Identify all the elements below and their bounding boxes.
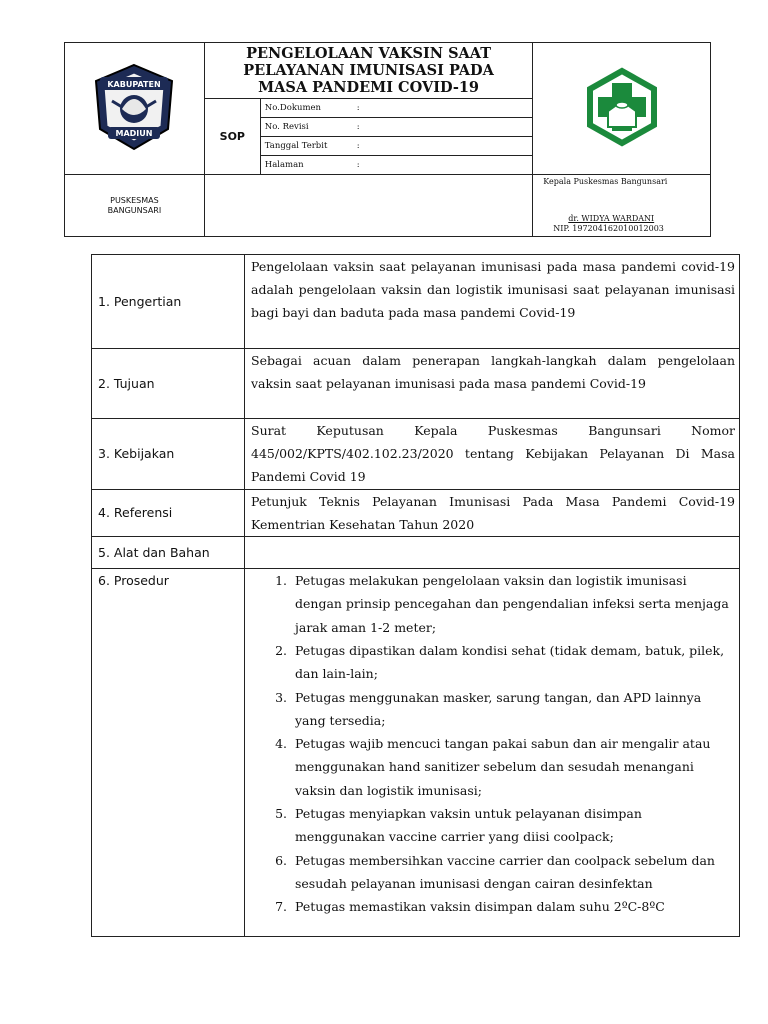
title-line-1: PENGELOLAAN VAKSIN SAAT [246,45,492,62]
blank-cell [204,175,532,237]
section-text: Sebagai acuan dalam penerapan langkah-langkah dalam pengelolaan vaksin saat pelayanan imunisasi pada masa pandemi Covid-19 [245,349,740,419]
meta-sep: : [353,118,532,137]
section-text: Surat Keputusan Kepala Puskesmas Bangunsari Nomor 445/002/KPTS/402.102.23/2020 tentang Kebijakan Pelayanan Di Masa Pandemi Covid 19 [245,419,740,490]
procedure-row [92,569,740,937]
meta-label: No.Dokumen [261,99,353,118]
approval-cell [533,175,711,237]
meta-label: Tanggal Terbit [261,137,353,156]
logo-text-bottom: MADIUN [115,128,153,138]
document-meta-cell [260,99,532,175]
meta-sep: : [353,137,532,156]
section-label: 4. Referensi [92,489,245,536]
kabupaten-madiun-logo [86,59,182,155]
section-text: Pengelolaan vaksin saat pelayanan imunisasi pada masa pandemi covid-19 adalah pengelolaan vaksin dan logistik imunisasi saat pelayanan imunisasi bagi bayi dan baduta pada masa pandemi Covid-19 [245,255,740,349]
header-table [64,42,711,237]
doctor-nip: NIP. 197204162010012003 [553,224,664,233]
procedure-step: 3. Petugas menggunakan masker, sarung tangan, dan APD lainnya yang tersedia; [291,686,735,733]
procedure-step: 2. Petugas dipastikan dalam kondisi sehat (tidak demam, batuk, pilek, dan lain-lain; [291,639,735,686]
section-label: 2. Tujuan [92,349,245,419]
procedure-step: 1. Petugas melakukan pengelolaan vaksin dan logistik imunisasi dengan prinsip pencegahan dan pengendalian infeksi serta menjaga jarak aman 1-2 meter; [291,569,735,639]
meta-label: Halaman [264,160,304,170]
procedure-step: 5. Petugas menyiapkan vaksin untuk pelayanan disimpan menggunakan vaccine carrier yang diisi coolpack; [291,802,735,849]
procedure-cell [245,569,740,937]
section-label: 3. Kebijakan [92,419,245,490]
procedure-label: 6. Prosedur [92,569,245,937]
section-row [92,349,740,419]
procedure-step: 7. Petugas memastikan vaksin disimpan dalam suhu 2ºC-8ºC [291,895,735,918]
meta-label: No. Revisi [261,118,353,137]
title-line-2: PELAYANAN IMUNISASI PADA [243,62,494,79]
puskesmas-logo [582,67,662,147]
meta-sep: : [353,99,532,118]
meta-sep: : [356,160,360,170]
section-label: 5. Alat dan Bahan [92,537,245,569]
section-row [92,489,740,536]
puskesmas-line-2: BANGUNSARI [107,205,162,215]
procedure-step: 6. Petugas membersihkan vaccine carrier dan coolpack sebelum dan sesudah pelayanan imunisasi dengan cairan desinfektan [291,849,735,896]
doctor-name: dr. WIDYA WARDANI [568,214,655,223]
sop-content-table [91,254,740,937]
section-text: Petunjuk Teknis Pelayanan Imunisasi Pada Masa Pandemi Covid-19 Kementrian Kesehatan Tahun 2020 [245,489,740,536]
section-row [92,255,740,349]
procedure-list [245,569,735,918]
logo-cell [65,43,205,175]
logo-text-top: KABUPATEN [107,79,162,89]
puskesmas-name [65,175,205,237]
document-meta [261,99,532,174]
document-title [204,43,532,99]
section-row [92,419,740,490]
sop-label: SOP [204,99,260,175]
section-label: 1. Pengertian [92,255,245,349]
puskesmas-logo-cell [533,43,711,175]
procedure-step: 4. Petugas wajib mencuci tangan pakai sabun dan air mengalir atau menggunakan hand sanitizer sebelum dan sesudah menangani vaksin dan logistik imunisasi; [291,732,735,802]
kepala-title: Kepala Puskesmas Bangunsari [543,177,668,186]
title-line-3: MASA PANDEMI COVID-19 [258,79,480,96]
section-text [245,537,740,569]
puskesmas-line-1: PUSKESMAS [110,195,159,205]
section-row [92,537,740,569]
